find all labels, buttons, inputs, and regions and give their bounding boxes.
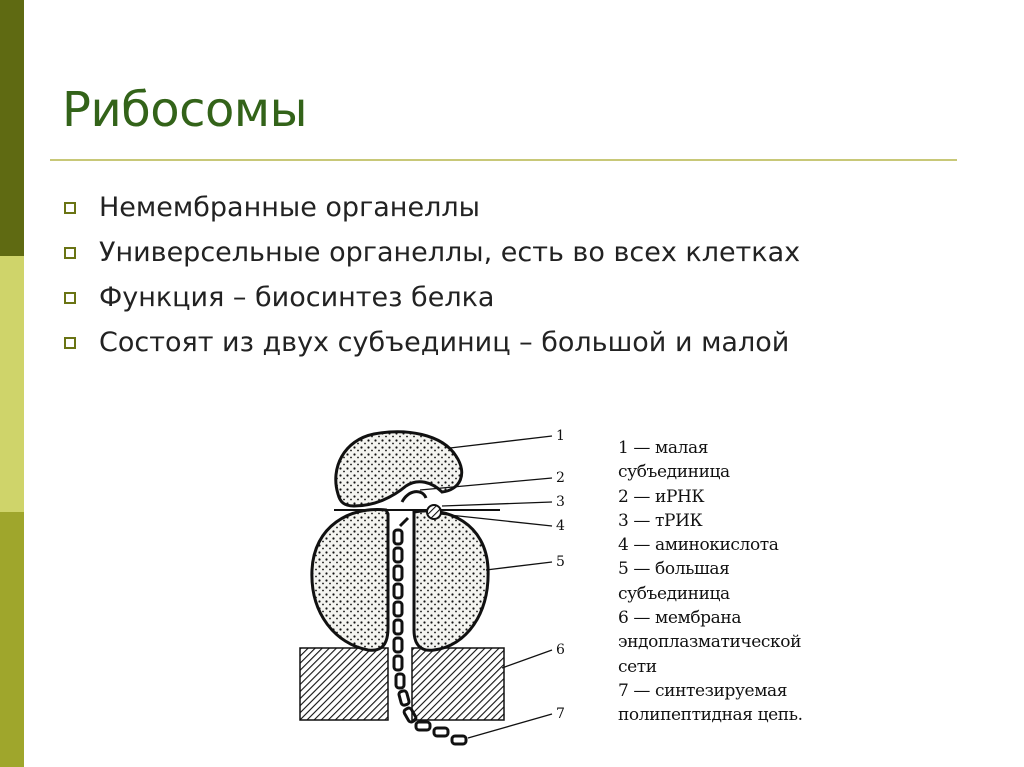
bullet-text: Универсельные органеллы, есть во всех клетках <box>99 237 801 268</box>
legend-line: субъединица <box>618 583 730 604</box>
legend-line: полипептидная цепь. <box>618 705 803 726</box>
legend-line: 6 — мембрана <box>618 608 742 629</box>
decor-bar-middle <box>0 256 24 512</box>
legend-line: 7 — синтезируемая <box>618 680 788 701</box>
square-bullet-icon <box>64 202 76 214</box>
callout-number: 2 <box>556 470 565 486</box>
bullet-text: Функция – биосинтез белка <box>99 282 495 313</box>
bullet-text: Состоят из двух субъединиц – большой и малой <box>99 327 790 358</box>
callout-number: 1 <box>556 428 565 444</box>
diagram-legend <box>618 436 828 728</box>
bullet-text: Немембранные органеллы <box>99 192 480 223</box>
large-subunit-right <box>414 511 488 650</box>
trna-loop <box>402 492 426 502</box>
decor-bar-top <box>0 0 24 256</box>
bullet-item <box>62 323 992 362</box>
callout-number: 4 <box>556 518 565 534</box>
legend-line: 1 — малая <box>618 438 709 458</box>
bullet-item <box>62 233 992 272</box>
bullet-item <box>62 278 992 317</box>
large-subunit-left <box>312 510 388 651</box>
legend-line: 4 — аминокислота <box>618 535 779 556</box>
legend-line: эндоплазматической <box>618 632 801 653</box>
callout-number: 3 <box>556 494 565 510</box>
title-divider <box>50 159 957 161</box>
callout-number: 7 <box>556 706 565 722</box>
legend-line: 2 — иРНК <box>618 486 705 507</box>
er-membrane-right <box>412 648 504 720</box>
callout-number: 6 <box>556 642 565 658</box>
legend-line: сети <box>618 656 657 677</box>
square-bullet-icon <box>64 292 76 304</box>
bullet-item <box>62 188 992 227</box>
square-bullet-icon <box>64 247 76 259</box>
decor-bar-bottom <box>0 512 24 767</box>
legend-line: 5 — большая <box>618 559 730 580</box>
slide-title: Рибосомы <box>62 82 307 138</box>
er-membrane-left <box>300 648 388 720</box>
amino-acid <box>427 505 441 519</box>
ribosome-diagram <box>290 418 590 763</box>
legend-line: субъединица <box>618 462 730 483</box>
callout-number: 5 <box>556 554 565 570</box>
square-bullet-icon <box>64 337 76 349</box>
legend-line: 3 — тРИК <box>618 510 703 531</box>
small-subunit <box>336 432 462 506</box>
bullet-list <box>62 188 992 368</box>
